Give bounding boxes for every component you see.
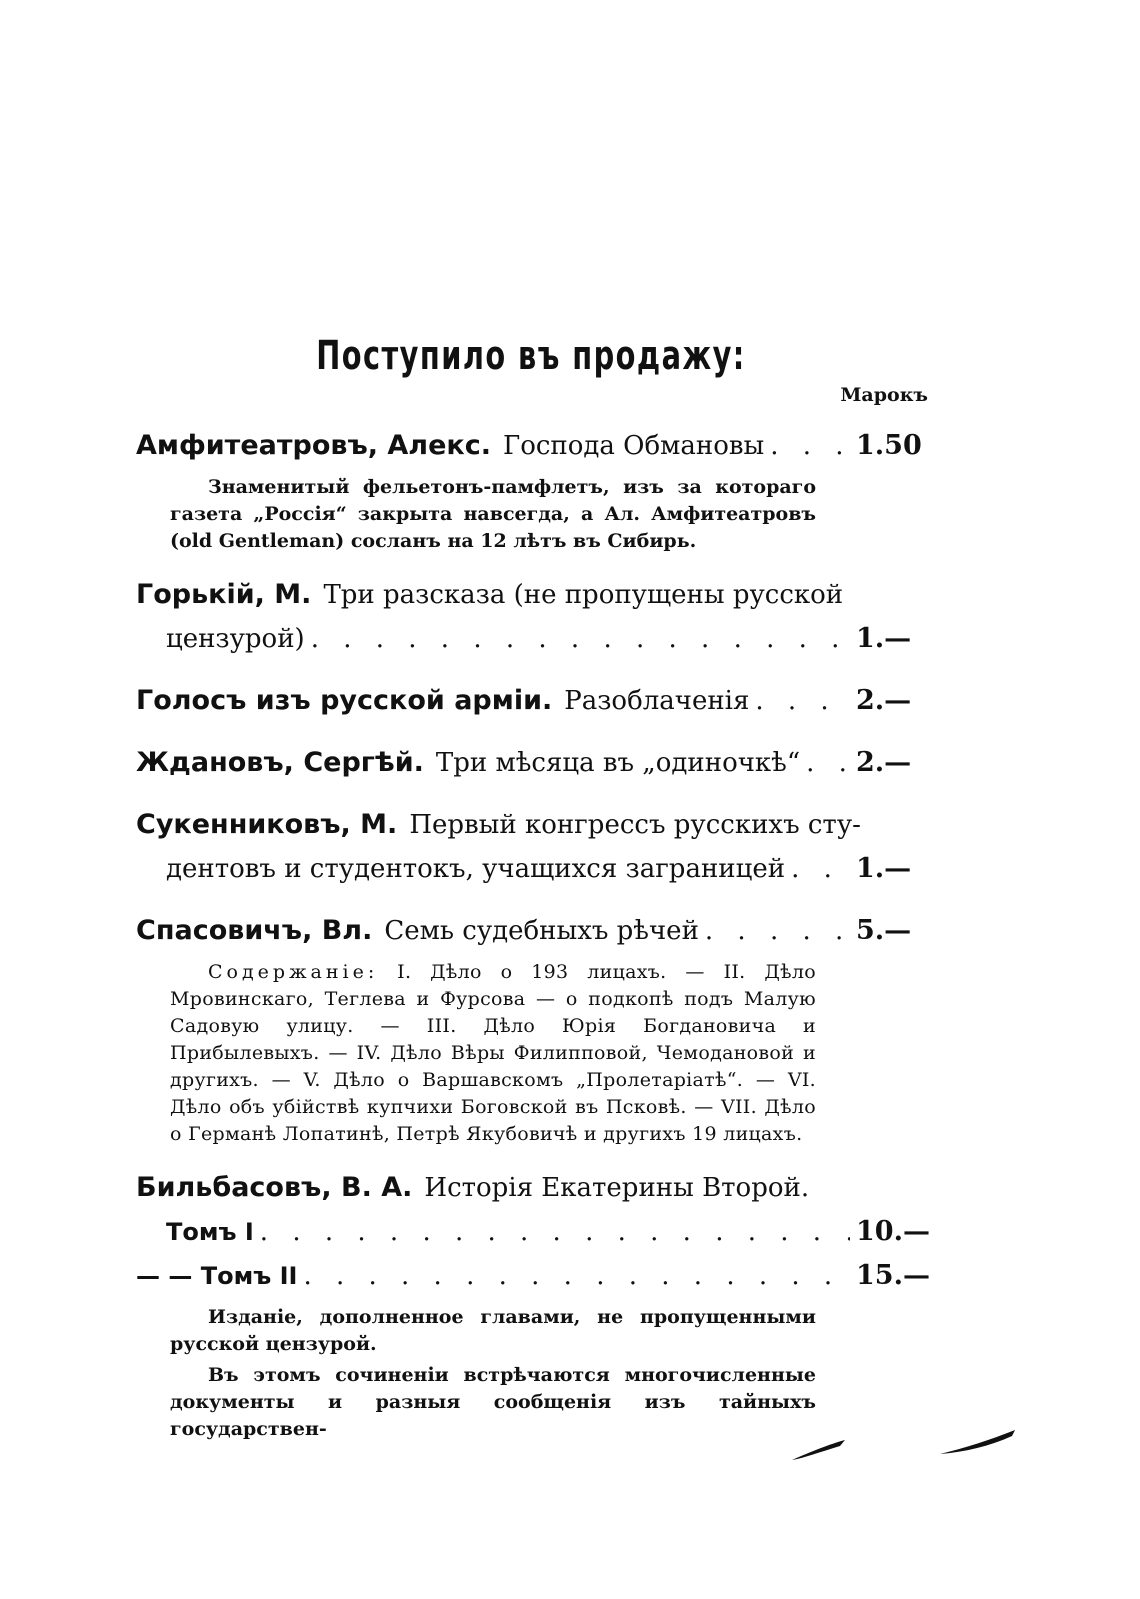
- ink-blot: [940, 1430, 1015, 1454]
- entry-title: Разоблаченія: [564, 686, 750, 716]
- entry-author: Голосъ изъ русской арміи.: [136, 685, 553, 716]
- dot-leader: [770, 424, 850, 468]
- catalog-entry: [136, 803, 926, 891]
- entry-price: 1.50: [856, 430, 922, 461]
- page-title: Поступило въ продажу:: [316, 333, 746, 379]
- catalog-entry: [136, 424, 926, 555]
- entry-line: [136, 803, 926, 847]
- catalog-entry: [136, 1166, 930, 1443]
- entry-contents-note: [170, 959, 816, 1148]
- entry-author: Сукенниковъ, М.: [136, 809, 398, 840]
- entry-line: [136, 741, 926, 785]
- entry-author: Горькій, М.: [136, 579, 312, 610]
- dot-leader: [311, 617, 850, 661]
- dot-leader: [260, 1210, 850, 1254]
- entry-line: [136, 909, 926, 953]
- entry-title: Первый конгрессъ русскихъ сту-: [409, 810, 861, 840]
- entry-author: Амфитеатровъ, Алекс.: [136, 430, 491, 461]
- entry-title: Три разсказа (не пропущены русской: [323, 580, 844, 610]
- volume-line: [136, 1210, 930, 1254]
- entry-price: 1.—: [856, 623, 912, 654]
- page: [136, 330, 930, 1443]
- volume-price: 15.—: [856, 1260, 930, 1291]
- entry-line: [136, 679, 926, 723]
- volume-label: Томъ I: [166, 1218, 254, 1246]
- entry-note: Изданіе, дополненное главами, не пропущенными русской цензурой.: [170, 1306, 816, 1355]
- volume-line: [136, 1254, 930, 1298]
- ink-blot-marks: [790, 1422, 1050, 1472]
- catalog-entry: [136, 741, 926, 785]
- entry-price: 2.—: [856, 747, 912, 778]
- entry-title: Семь судебныхъ рѣчей: [384, 916, 699, 946]
- dot-leader: [303, 1254, 850, 1298]
- entry-author: Бильбасовъ, В. А.: [136, 1172, 413, 1203]
- entry-author: Спасовичъ, Вл.: [136, 915, 373, 946]
- entry-line: [136, 424, 926, 468]
- entry-title: Три мѣсяца въ „одиночкѣ“: [435, 748, 801, 778]
- price-column-header: Марокъ: [840, 384, 928, 406]
- entry-price: 1.—: [856, 853, 912, 884]
- entry-title-continued: дентовъ и студентокъ, учащихся заграницей: [166, 854, 786, 884]
- entry-title: Господа Обмановы: [502, 431, 765, 461]
- catalog-entry: [136, 679, 926, 723]
- entry-note: Знаменитый фельетонъ-памфлетъ, изъ за котораго газета „Россія“ закрыта навсегда, а Ал. Амфитеатровъ (old Gentleman) сосланъ на 12 лѣтъ въ Сибирь.: [170, 476, 816, 552]
- volume-label: — — Томъ II: [136, 1262, 298, 1290]
- entry-title-continued: цензурой): [166, 624, 305, 654]
- entry-author: Ждановъ, Сергѣй.: [136, 747, 424, 778]
- dot-leader: [806, 741, 850, 785]
- dot-leader: [755, 679, 850, 723]
- entry-price: 2.—: [856, 685, 912, 716]
- entry-note: Въ этомъ сочиненіи встрѣчаются многочисленные документы и разныя сообщенія изъ тайныхъ государствен-: [170, 1364, 816, 1440]
- entry-price: 5.—: [856, 915, 912, 946]
- contents-text: I. Дѣло о 193 лицахъ. — II. Дѣло Мровинскаго, Теглева и Фурсова — о подкопѣ подъ Малую Садовую улицу. — III. Дѣло Юрія Богдановича и Прибылевыхъ. — IV. Дѣло Вѣры Филипповой, Чемодановой и другихъ. — V. Дѣло о Варшавскомъ „Пролетаріатѣ“. — VI. Дѣло объ убійствѣ купчихи Боговской въ Псковѣ. — VII. Дѣло о Германѣ Лопатинѣ, Петрѣ Якубовичѣ и другихъ 19 лицахъ.: [170, 961, 816, 1145]
- dot-leader: [791, 847, 850, 891]
- entry-line: [136, 847, 926, 891]
- dot-leader: [705, 909, 850, 953]
- entry-line: [136, 573, 926, 617]
- catalog-entry: [136, 909, 926, 1148]
- contents-label: Содержаніе:: [208, 961, 379, 983]
- volume-price: 10.—: [856, 1216, 930, 1247]
- catalog-entry: [136, 573, 926, 661]
- ink-blot: [792, 1440, 845, 1460]
- entry-title: Исторія Екатерины Второй.: [424, 1173, 810, 1203]
- entry-line: [136, 1166, 926, 1210]
- entry-line: [136, 617, 926, 661]
